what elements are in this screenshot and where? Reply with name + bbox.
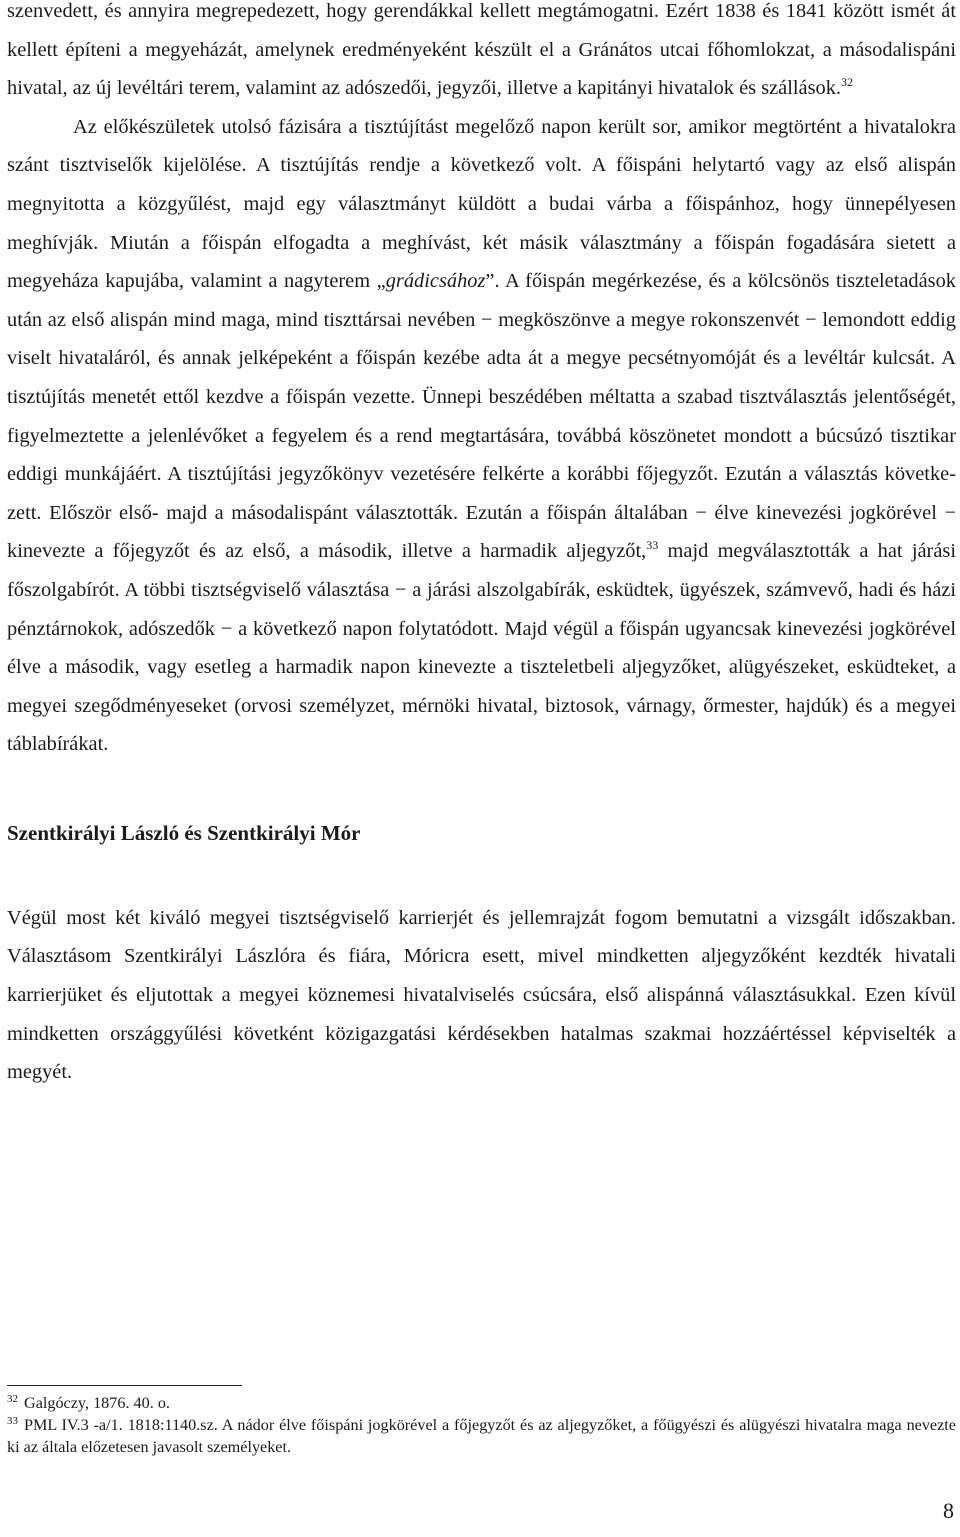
footnote-number: 33 xyxy=(7,1414,18,1427)
footnote-ref-32[interactable]: 32 xyxy=(841,75,854,90)
footnote-32 xyxy=(7,1392,956,1414)
footnote-33 xyxy=(7,1414,956,1458)
paragraph-2-text-part3: majd megválasztották a hat járási főszolgabírót. A többi tisztségviselő választása − a járási alszolgabírák, esküdtek, ügyészek, számvevő, hadi és házi pénztárnokok, adószedők − a következő napon folytatódott. Majd végül a főispán ugyancsak kinevezési jogkörével élve a második, vagy esetleg a harmadik napon kinevezte a tiszteletbeli aljegyzőket, alügyészeket, esküdteket, a megyei szegődményeseket (orvosi személyzet, mérnöki hivatal, biztosok, várnagy, őrmester, hajdúk) és a megyei táblabírákat. xyxy=(7,540,956,756)
footnote-text: PML IV.3 -a/1. 1818:1140.sz. A nádor élve főispáni jogkörével a főjegyzőt és az aljegyzőket, a főügyészi és alügyészi hivatalra maga nevezte ki az általa előzetesen javasolt személyeket. xyxy=(7,1416,956,1456)
body-paragraph-2 xyxy=(7,108,956,764)
paragraph-1-text: szenvedett, és annyira megrepedezett, hogy gerendákkal kellett megtámogatni. Ezért 1838 és 1841 között ismét át kellett építeni a megyeházát, amelynek eredményeként készült el a Gránátos utcai főhomlokzat, a másodalispáni hivatal, az új levéltári terem, valamint az adószedői, jegyzői, illetve a kapitányi hivatalok és szállások. xyxy=(7,0,956,100)
section-heading: Szentkirályi László és Szentkirályi Mór xyxy=(7,820,361,845)
document-page xyxy=(7,0,956,1456)
page-number: 8 xyxy=(943,1498,954,1523)
paragraph-2-text-part2: ”. A főispán megérkezése, és a kölcsönös tiszteletadások után az első alispán mind maga, mind tiszttársai nevében − megköszönve a megye rokonszenvét − lemondott eddig viselt hivataláról, és annak jelképeként a főispán kezébe adta át a megye pecsétnyomóját és a levéltár kulcsát. A tisztújítás menetét ettől kezdve a főispán vezette. Ünnepi beszédében méltatta a szabad tisztválasztás jelentőségét, figyelmeztette a jelenlévőket a fegyelem és a rend megtartására, továbbá köszönetet mondott a búcsúzó tisztikar eddigi munkájáért. A tisztújítási jegyzőkönyv vezetésére felkérte a korábbi főjegyzőt. Ezután a választás következett. Először első- majd a másodalispánt választották. Ezután a főispán általában − élve kinevezési jogkörével − kinevezte a főjegyzőt és az első, a második, illetve a harmadik aljegyzőt, xyxy=(7,270,956,563)
body-paragraph-1 xyxy=(7,0,956,108)
footnote-ref-33[interactable]: 33 xyxy=(646,538,659,553)
footnote-number: 32 xyxy=(7,1392,18,1405)
footnote-divider xyxy=(7,1385,242,1386)
paragraph-2-italic-term: grádicsához xyxy=(385,270,486,293)
footnotes xyxy=(7,1392,956,1458)
body-paragraph-3: Végül most két kiváló megyei tisztségviselő karrierjét és jellemrajzát fogom bemutatni a vizsgált időszakban. Választásom Szentkirályi Lászlóra és fiára, Móricra esett, mivel mindketten aljegyzőként kezdték hivatali karrierjüket és eljutottak a megyei köznemesi hivatalviselés csúcsára, első alispánná választásukkal. Ezen kívül mindketten országgyűlési követként közigazgatási kérdésekben hatalmas szakmai hozzáértéssel képviselték a megyét. xyxy=(7,906,956,1084)
paragraph-2-text-part1: Az előkészületek utolsó fázisára a tisztújítást megelőző napon került sor, amikor megtörtént a hivatalokra szánt tisztviselők kijelölése. A tisztújítás rendje a következő volt. A főispáni helytartó vagy az első alispán megnyitotta a közgyűlést, majd egy választmányt küldött a budai várba a főispánhoz, hogy ünnepélyesen meghívják. Miután a főispán elfogadta a meghívást, két másik választmány a főispán fogadására sietett a megyeháza kapujába, valamint a nagyterem „ xyxy=(7,115,956,293)
footnote-text: Galgóczy, 1876. 40. o. xyxy=(24,1394,170,1412)
